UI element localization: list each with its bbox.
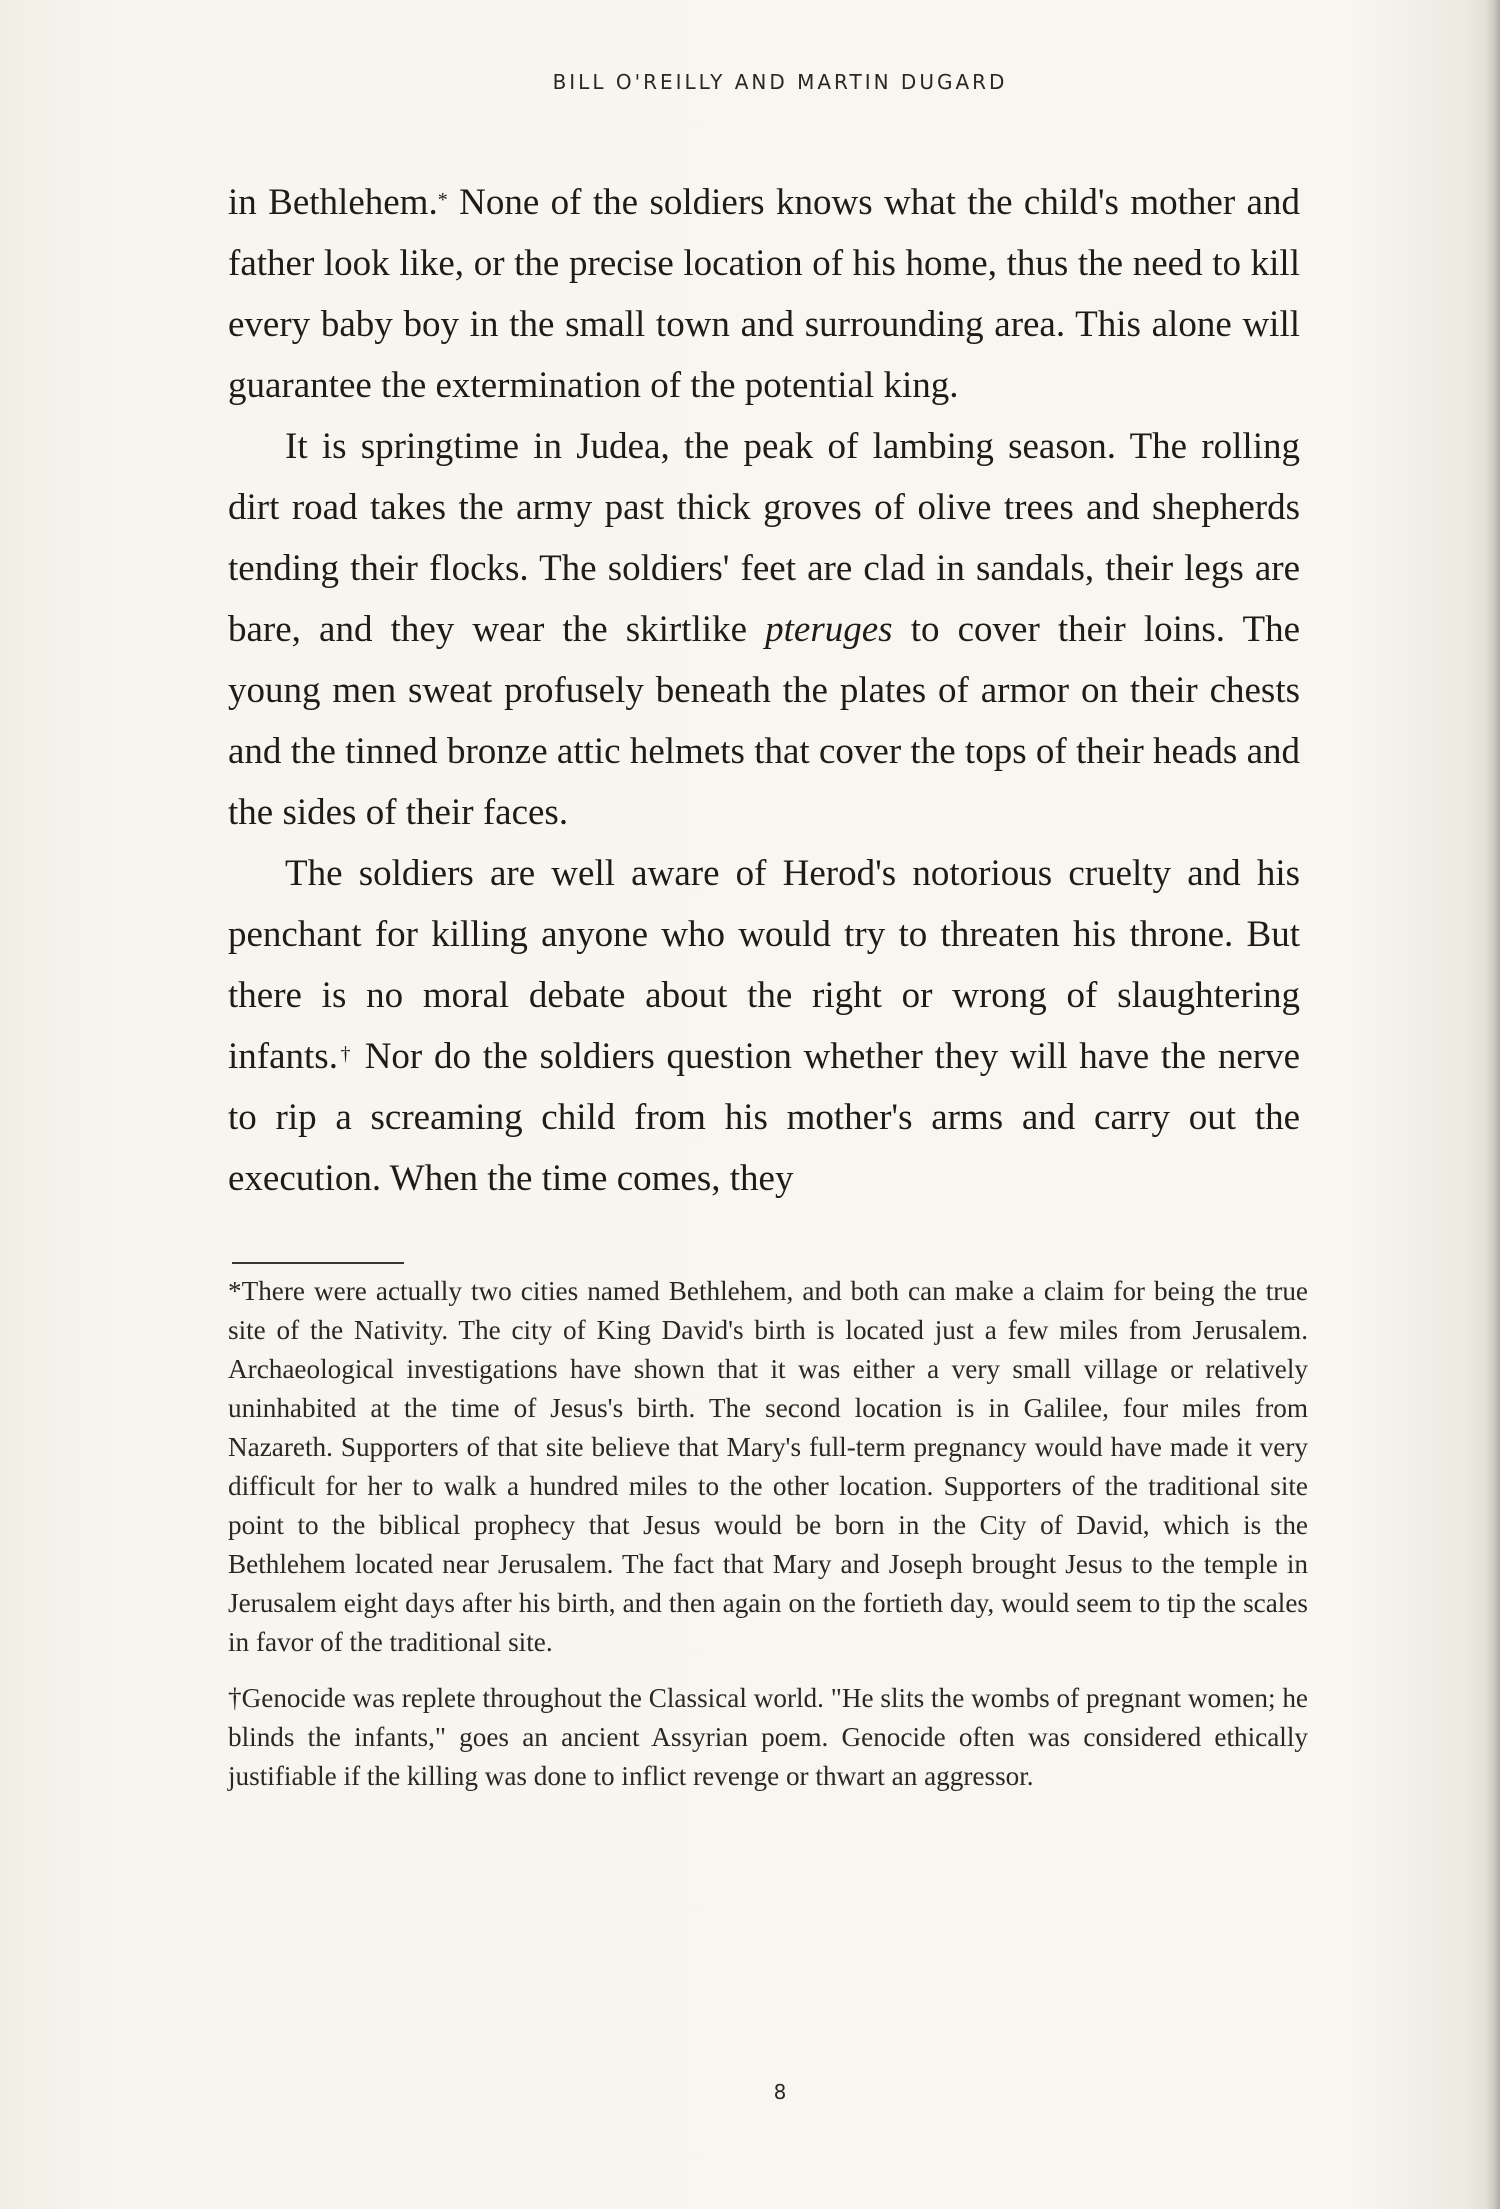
footnote-marker-dagger: † bbox=[337, 1043, 353, 1065]
footnotes bbox=[228, 1272, 1308, 1796]
paragraph-3-text-b: Nor do the soldiers question whether they will have the nerve to rip a screaming child from his mother's arms and carry out the execution. When the time comes, they bbox=[228, 1036, 1301, 1199]
pteruges-term: pteruges bbox=[765, 609, 893, 650]
footnote-marker-asterisk: * bbox=[437, 189, 448, 211]
paragraph-2-text-a: It is springtime in Judea, the peak of lambing season. The rolling dirt road takes the army past thick groves of olive trees and shepherds tending their flocks. The soldiers' feet are clad in sandals, their legs are bare, and they wear the skirtlike bbox=[228, 426, 1300, 650]
page-edge-shadow bbox=[1486, 0, 1500, 2209]
paragraph-1-text-b: None of the soldiers knows what the child's mother and father look like, or the precise location of his home, thus the need to kill every baby boy in the small town and surrounding area. This alone will guarantee the extermination of the potential king. bbox=[228, 182, 1300, 406]
paragraph-2-text-b: to cover their loins. The young men sweat profusely beneath the plates of armor on their chests and the tinned bronze attic helmets that cover the tops of their heads and the sides of their faces. bbox=[228, 609, 1301, 833]
paragraph-3 bbox=[228, 843, 1300, 1209]
paragraph-3-text-a: The soldiers are well aware of Herod's notorious cruelty and his penchant for killing anyone who would try to threaten his throne. But there is no moral debate about the right or wrong of slaughtering infants. bbox=[228, 853, 1300, 1077]
footnote-2: †Genocide was replete throughout the Classical world. "He slits the wombs of pregnant women; he blinds the infants," goes an ancient Assyrian poem. Genocide often was considered ethically justifiable if the killing was done to inflict revenge or thwart an aggressor. bbox=[228, 1683, 1308, 1791]
footnote-1: *There were actually two cities named Bethlehem, and both can make a claim for being the true site of the Nativity. The city of King David's birth is located just a few miles from Jerusalem. Archaeological investigations have shown that it was either a very small village or relatively uninhabited at the time of Jesus's birth. The second location is in Galilee, four miles from Nazareth. Supporters of that site believe that Mary's full-term pregnancy would have made it very difficult for her to walk a hundred miles to the other location. Supporters of the traditional site point to the biblical prophecy that Jesus would be born in the City of David, which is the Bethlehem located near Jerusalem. The fact that Mary and Joseph brought Jesus to the temple in Jerusalem eight days after his birth, and then again on the fortieth day, would seem to tip the scales in favor of the traditional site. bbox=[228, 1276, 1308, 1657]
body-text bbox=[228, 172, 1300, 1209]
footnote-divider bbox=[232, 1262, 404, 1264]
page-number: 8 bbox=[773, 2080, 787, 2104]
running-head: BILL O'REILLY AND MARTIN DUGARD bbox=[552, 70, 1008, 94]
paragraph-1-text-a: in Bethlehem. bbox=[228, 182, 438, 223]
paragraph-1 bbox=[228, 172, 1300, 416]
paragraph-2 bbox=[228, 416, 1300, 843]
